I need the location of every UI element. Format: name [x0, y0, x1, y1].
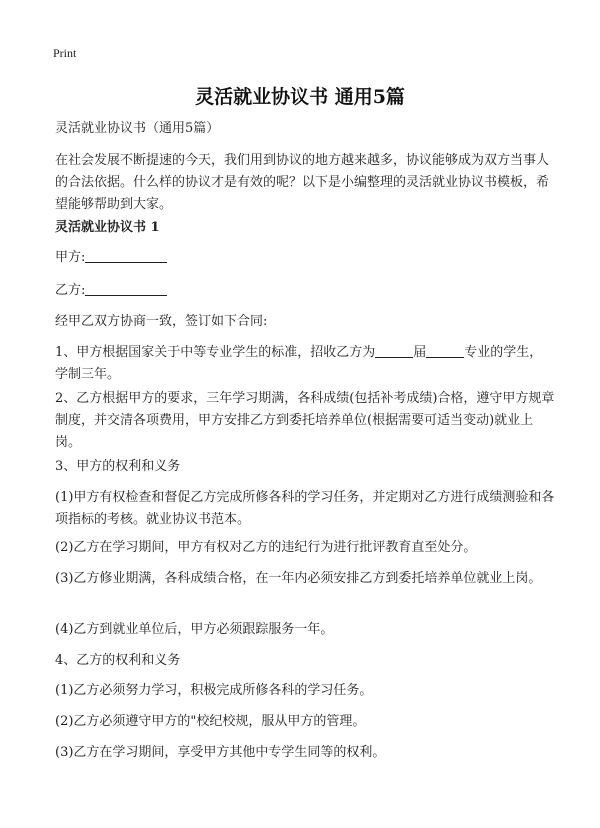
grade-blank	[375, 343, 413, 358]
clause-4-item-2: (2)乙方必须遵守甲方的"校纪校规，服从甲方的管理。	[55, 714, 366, 729]
party-b-line	[55, 280, 555, 302]
clause-3-heading: 3、甲方的权利和义务	[55, 459, 181, 474]
clause-1-text-a: 1、甲方根据国家关于中等专业学生的标准，招收乙方为	[55, 345, 376, 360]
clause-4-heading: 4、乙方的权利和义务	[55, 653, 181, 668]
major-blank	[426, 343, 464, 358]
clause-3-item-4: (4)乙方到就业单位后，甲方必须跟踪服务一年。	[55, 622, 334, 637]
party-a-line	[55, 247, 555, 269]
page-title: 灵活就业协议书 通用5篇	[195, 86, 405, 108]
intro-paragraph: 在社会发展不断提速的今天，我们用到协议的地方越来越多，协议能够成为双方当事人的合法依据。什么样的协议才是有效的呢？以下是小编整理的灵活就业协议书模板，希望能够帮助到大家。	[55, 153, 550, 212]
clause-4-item-3: (3)乙方在学习期间，享受甲方其他中专学生同等的权利。	[55, 745, 386, 760]
clause-3-item-3: (3)乙方修业期满，各科成绩合格，在一年内必须安排乙方到委托培养单位就业上岗。	[55, 571, 542, 586]
clause-1-text-c: 专业的学生，学制三年。	[55, 345, 543, 382]
print-link[interactable]: Print	[53, 46, 77, 60]
party-a-label: 甲方:	[55, 250, 86, 265]
clause-1-text-b: 届	[413, 345, 427, 360]
party-a-blank	[85, 248, 167, 263]
clause-1	[55, 342, 555, 386]
party-b-blank	[85, 281, 167, 296]
clause-4-item-1: (1)乙方必须努力学习，积极完成所修各科的学习任务。	[55, 683, 373, 698]
agreement-line: 经甲乙双方协商一致，签订如下合同:	[55, 314, 268, 329]
clause-3-item-2: (2)乙方在学习期间，甲方有权对乙方的违纪行为进行批评教育直至处分。	[55, 540, 477, 555]
clause-2: 2、乙方根据甲方的要求，三年学习期满，各科成绩(包括补考成绩)合格，遵守甲方规章制度，并交清各项费用，甲方安排乙方到委托培养单位(根据需要可适当变动)就业上岗。	[55, 391, 555, 450]
party-b-label: 乙方:	[55, 283, 86, 298]
subtitle: 灵活就业协议书（通用5篇）	[55, 121, 220, 136]
section-heading: 灵活就业协议书 1	[55, 220, 160, 235]
clause-3-item-1: (1)甲方有权检查和督促乙方完成所修各科的学习任务，并定期对乙方进行成绩测验和各项指标的考核。就业协议书范本。	[55, 490, 555, 527]
